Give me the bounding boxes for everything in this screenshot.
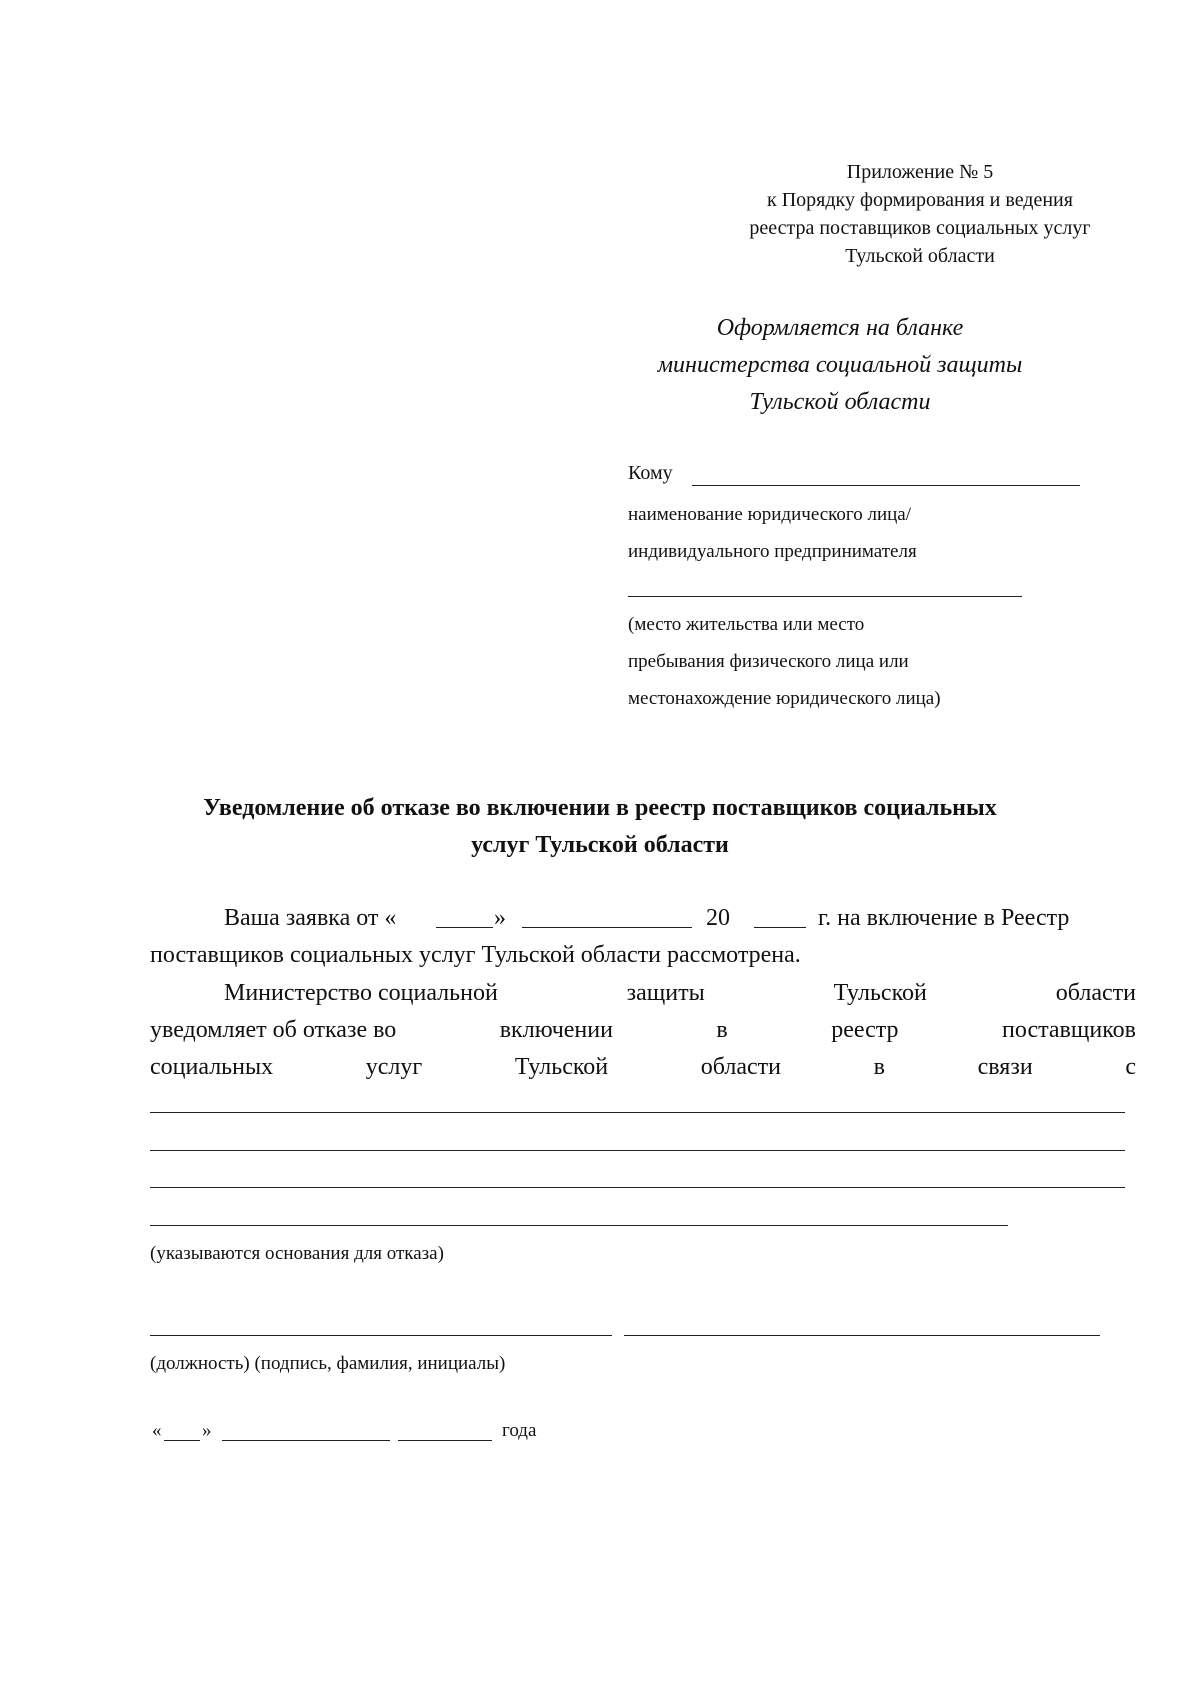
refusal-reason-caption: (указываются основания для отказа) <box>150 1243 444 1264</box>
refusal-word: Тульской <box>514 1054 609 1080</box>
document-title-line-1: Уведомление об отказе во включении в реестр поставщиков социальных <box>203 795 997 821</box>
recipient-address-caption-1: (место жительства или место <box>628 614 865 635</box>
refusal-reason-field-2[interactable] <box>150 1150 1125 1151</box>
recipient-address-caption-3: местонахождение юридического лица) <box>628 688 941 709</box>
refusal-word: в <box>716 1017 728 1043</box>
date-open-quote: « <box>152 1420 162 1441</box>
appendix-line-2: к Порядку формирования и ведения <box>767 189 1073 211</box>
recipient-name-field[interactable] <box>692 485 1080 486</box>
application-date-suffix: г. на включение в Реестр <box>818 905 1070 931</box>
letterhead-note-line-1: Оформляется на бланке <box>716 315 964 341</box>
application-date-prefix: Ваша заявка от « <box>224 905 397 931</box>
refusal-word: поставщиков <box>1002 1017 1136 1043</box>
refusal-word: включении <box>499 1017 613 1043</box>
refusal-reason-field-4[interactable] <box>150 1225 1008 1226</box>
recipient-address-field[interactable] <box>628 596 1022 597</box>
refusal-word: реестр <box>831 1017 899 1043</box>
refusal-word: области <box>700 1054 782 1080</box>
signature-name-field[interactable] <box>624 1335 1100 1336</box>
refusal-word: области <box>1055 980 1136 1006</box>
date-year-field[interactable] <box>398 1440 492 1441</box>
letterhead-note-line-2: министерства социальной защиты <box>657 352 1023 378</box>
refusal-word: связи <box>977 1054 1033 1080</box>
signature-caption: (должность) (подпись, фамилия, инициалы) <box>150 1353 506 1374</box>
appendix-line-1: Приложение № 5 <box>846 161 994 183</box>
application-day-field[interactable] <box>436 927 493 928</box>
recipient-name-caption-2: индивидуального предпринимателя <box>628 541 917 562</box>
date-year-word: года <box>502 1420 537 1441</box>
document-title-line-2: услуг Тульской области <box>471 832 729 858</box>
refusal-paragraph-line-1 <box>224 978 1136 1008</box>
appendix-line-4: Тульской области <box>845 245 995 267</box>
application-month-field[interactable] <box>522 927 692 928</box>
refusal-word: услуг <box>365 1054 423 1080</box>
refusal-paragraph-line-2 <box>150 1015 1136 1045</box>
application-year-field[interactable] <box>754 927 806 928</box>
position-field[interactable] <box>150 1335 612 1336</box>
recipient-address-caption-2: пребывания физического лица или <box>628 651 909 672</box>
recipient-row <box>628 462 1088 492</box>
refusal-word: с <box>1125 1054 1136 1080</box>
letterhead-note <box>600 310 1080 421</box>
refusal-word: уведомляет об отказе во <box>150 1017 397 1043</box>
refusal-word: защиты <box>626 980 705 1006</box>
recipient-name-caption-1: наименование юридического лица/ <box>628 504 912 525</box>
refusal-reason-field-1[interactable] <box>150 1112 1125 1113</box>
refusal-word: Министерство социальной <box>224 980 498 1006</box>
date-month-field[interactable] <box>222 1440 390 1441</box>
application-year-prefix: 20 <box>706 905 730 931</box>
appendix-line-3: реестра поставщиков социальных услуг <box>749 217 1091 239</box>
refusal-word: Тульской <box>833 980 927 1006</box>
letterhead-note-line-3: Тульской области <box>749 389 931 415</box>
refusal-paragraph-line-3 <box>150 1052 1136 1082</box>
refusal-word: в <box>873 1054 885 1080</box>
refusal-word: социальных <box>150 1054 274 1080</box>
application-day-close-quote: » <box>494 905 506 931</box>
date-close-quote: » <box>202 1420 212 1441</box>
date-day-field[interactable] <box>164 1440 200 1441</box>
appendix-header <box>680 158 1160 270</box>
application-reviewed-text: поставщиков социальных услуг Тульской области рассмотрена. <box>150 942 801 968</box>
document-title <box>100 790 1100 864</box>
recipient-label: Кому <box>628 462 673 484</box>
refusal-reason-field-3[interactable] <box>150 1187 1125 1188</box>
